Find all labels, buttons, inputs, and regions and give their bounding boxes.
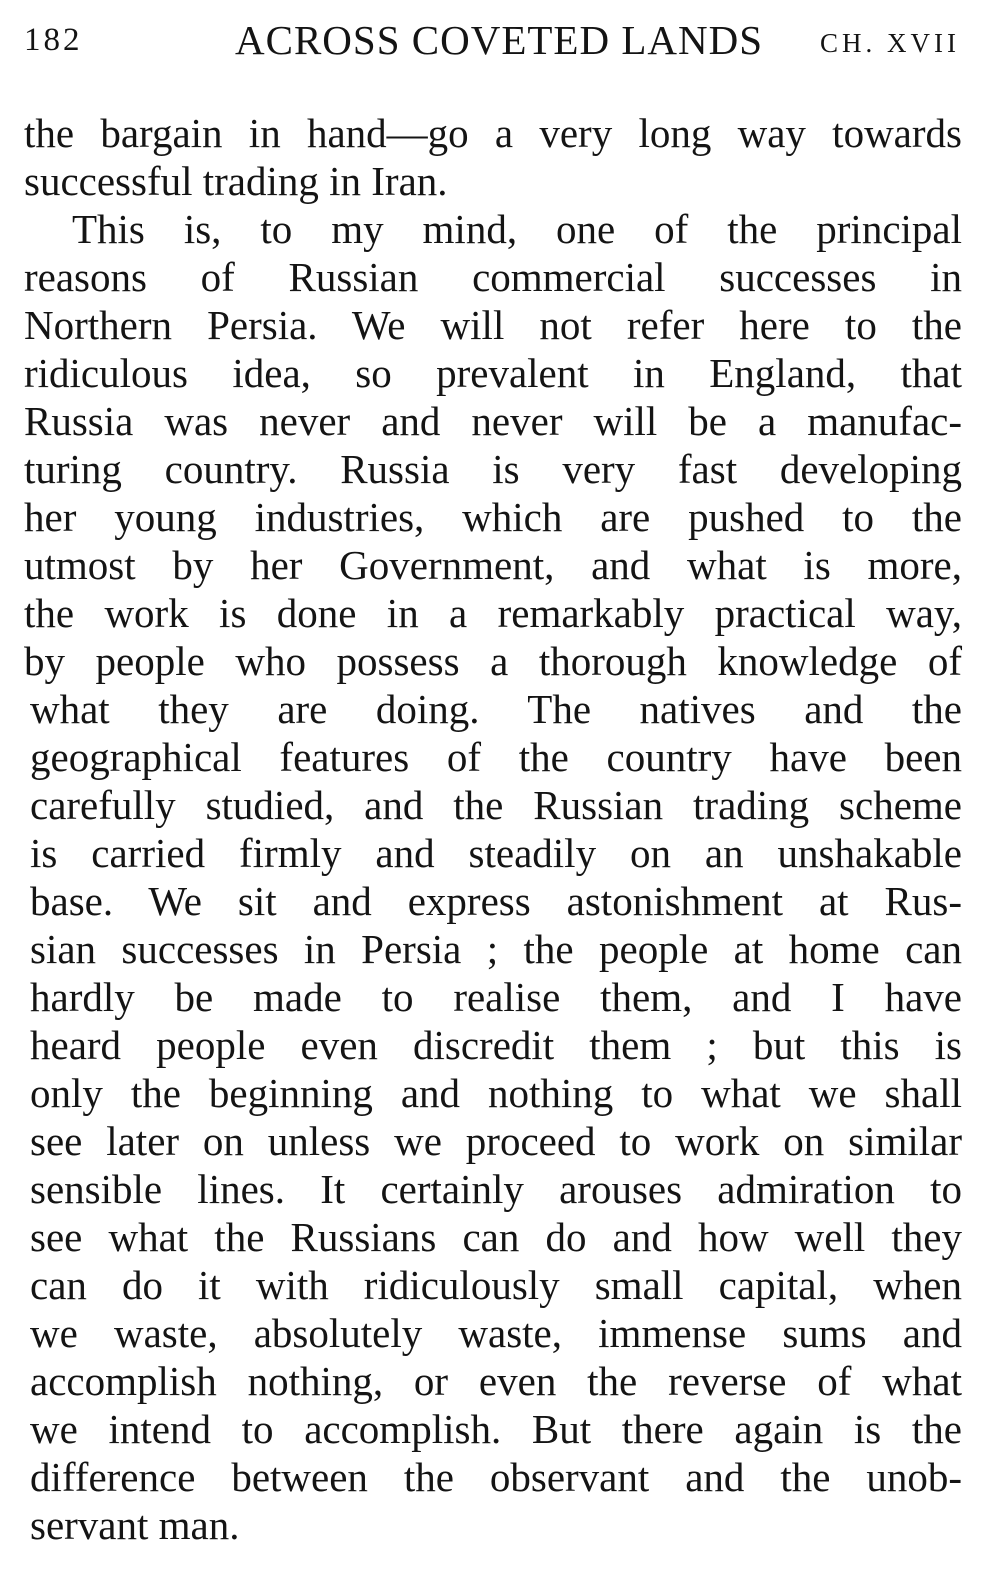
text-line: Northern Persia. We will not refer here to the	[24, 302, 962, 348]
paragraph-russian-successes	[24, 205, 962, 1549]
text-line: accomplish nothing, or even the reverse of what	[30, 1358, 962, 1404]
text-line: hardly be made to realise them, and I have	[30, 974, 962, 1020]
running-head	[24, 14, 960, 62]
text-line: ridiculous idea, so prevalent in England, that	[24, 350, 962, 396]
text-line: sensible lines. It certainly arouses admiration to	[30, 1166, 962, 1212]
text-line: geographical features of the country have been	[30, 734, 962, 780]
text-line: see what the Russians can do and how well they	[30, 1214, 962, 1260]
text-line: servant man.	[30, 1502, 240, 1548]
text-line: utmost by her Government, and what is more,	[24, 542, 962, 588]
text-line: carefully studied, and the Russian trading scheme	[30, 782, 962, 828]
chapter-reference: CH. XVII	[820, 28, 960, 58]
text-line: her young industries, which are pushed to the	[24, 494, 962, 540]
text-line: turing country. Russia is very fast developing	[24, 446, 962, 492]
text-line: sian successes in Persia ; the people at home can	[30, 926, 962, 972]
text-line: see later on unless we proceed to work on similar	[30, 1118, 962, 1164]
text-line: Russia was never and never will be a manufac-	[24, 398, 962, 444]
text-line: reasons of Russian commercial successes in	[24, 254, 962, 300]
text-line: heard people even discredit them ; but this is	[30, 1022, 962, 1068]
page-number: 182	[24, 22, 83, 58]
text-line: is carried firmly and steadily on an unshakable	[30, 830, 962, 876]
body-text	[24, 109, 962, 1549]
text-line: successful trading in Iran.	[24, 158, 448, 204]
text-line: difference between the observant and the unob-	[30, 1454, 962, 1500]
text-line: can do it with ridiculously small capital, when	[30, 1262, 962, 1308]
text-line: what they are doing. The natives and the	[30, 686, 962, 732]
text-line: by people who possess a thorough knowledge of	[24, 638, 962, 684]
paragraph-continued	[24, 109, 962, 205]
text-line: the bargain in hand—go a very long way towards	[24, 110, 962, 156]
text-line: base. We sit and express astonishment at Rus-	[30, 878, 962, 924]
text-line: the work is done in a remarkably practical way,	[24, 590, 962, 636]
text-line: only the beginning and nothing to what we shall	[30, 1070, 962, 1116]
text-line: we waste, absolutely waste, immense sums and	[30, 1310, 962, 1356]
text-line: we intend to accomplish. But there again is the	[30, 1406, 962, 1452]
text-line: This is, to my mind, one of the principal	[72, 206, 962, 252]
book-title: ACROSS COVETED LANDS	[235, 17, 763, 63]
